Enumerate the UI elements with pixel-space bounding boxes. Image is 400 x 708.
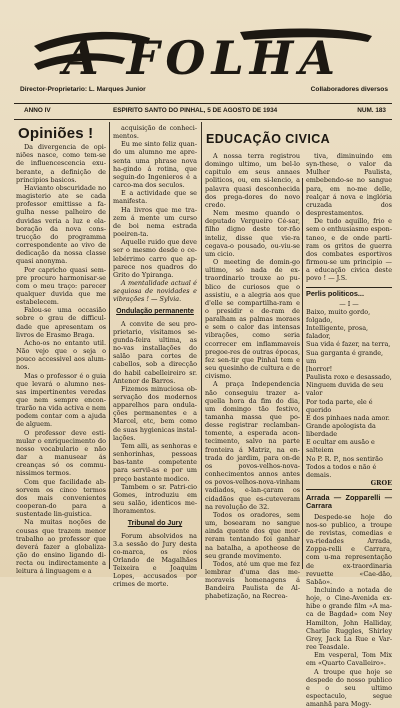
- paragraph: Tem alli, as senhoras e senhorinhas, pessoas bas-tante competente para servil-as e por um preço bastante modico.: [113, 441, 197, 483]
- verse-line: Sua vida é fazer, na terra,: [306, 340, 391, 349]
- column-middle: [113, 124, 197, 589]
- article-title-educacao: EDUCAÇÃO CIVICA: [206, 132, 331, 146]
- paragraph: Fizemos minuciosa ob-servação dos modernos apparelhos para ondula-ções permanentes e a Marcel, etc, bem como de suas hygienicas instal-lações.: [113, 384, 197, 442]
- paragraph: Todos os oradores, sem um, bosearam no sangue ainda quente dos que mor-reram tentando foi ganhar na batalha, a apotheose de seu grande movimento.: [205, 510, 300, 560]
- masthead-logo: [30, 24, 375, 86]
- paragraph: Aquelle ruido que deve ser o mesmo desde o ce-lebérrimo carro que ap-parece nos quadros do Grito do Ypiranga.: [113, 238, 197, 279]
- paragraph: Falou-se uma occasião sobre o grau de difficul-dade que apresentam os livros de Erasmo Braga.: [16, 306, 106, 339]
- paragraph: tiva, diminuindo em syn-these, o valor da Mulher Paulista, embebendo-se no sangue para, em no-me delle, realçar á nova e inglória cruzada dos desprestamentos.: [306, 152, 392, 218]
- perfis-title: Perlis politicos...: [306, 288, 364, 298]
- paragraph: Na muitas noções de cousas que trazem menor trabalho ao professor que deverá fazer a globaliza-ção do ensino ligando di-recta ou indirectamente a leitura á linguagem e a: [16, 518, 106, 576]
- subheading-arrada: Arrada — Zopparelli — Carrara: [306, 493, 392, 511]
- director-line: Director-Proprietario: L. Marques Junior: [20, 86, 146, 93]
- paragraph: O professor deve esti-mular o enriquecimento do nosso vocabulario e não dar a manusear ás creanças só os commu-nissimos termos.: [16, 428, 106, 478]
- article-title-opinioes: Opiniões !: [18, 125, 94, 142]
- column-rule-2: [201, 122, 202, 569]
- paragraph: Todos, até um que me fez lembrar d'uma das me-moraveis homenagens á Bandeira Paulista de Al-phabetização, na Recrea-: [205, 559, 300, 601]
- verse-signature: GROE: [370, 479, 392, 488]
- paragraph: De tudo aquillo, frio e sem o enthusiasmo espon-taneo, e de onde parti-ram os gritos de guerra dos combates esportivos firmou-se um principio — a educação civica deste povo ! — J.S.: [306, 217, 392, 283]
- paragraph: A convite de seu pro-prietario, visitamos se-gunda-feira ultima, as no-vas installações do salão para cortes de cabellos, sob a direcção do habil cabelleireiro sr. Antenor de Barros.: [113, 319, 197, 385]
- subheading-ondulacao: Ondulação permanente: [116, 308, 194, 316]
- paragraph: Tambem o sr. Patri-cio Gomes, introduziu em seu salão, identicos me-lhoramentos.: [113, 482, 197, 516]
- collaborators-line: Collaboradores diversos: [310, 86, 388, 93]
- paragraph: Despede-se hoje do nos-so publico, a troupe de revistas, comedias e va-riedades Arrada, Zoppa-relli e Carrara, com u-ma representação de ex-traordinaria revuette «Cae-dão, Sabão».: [306, 512, 392, 586]
- issue-info: [18, 107, 390, 117]
- paragraph: Por capricho quasi sem-pre procuro harmonisar-se com o meu traço: parecer qualquer duvida que me estabelecem.: [16, 265, 106, 307]
- paragraph: Mas o professor é o guia que levará o alumno nes-sas impertinentes veredas que nem sempre encon-trarão na vida activa e nem podem contar com a ajuda de alguem.: [16, 371, 106, 429]
- rule-bottom: [14, 119, 392, 120]
- issue-year: ANNO IV: [24, 107, 51, 114]
- paragraph: Ha livros que me tra-zem á mente um curso de boi nema estrada poeiren-ta.: [113, 205, 197, 239]
- paragraph: Acho-os no entanto util. Não vejo que o seja o pouco accessivel aos alum-nos.: [16, 338, 106, 372]
- paragraph: Da divergencia de opi-niões nasce, como tem-se de influencescencia exu-berante, a definição de principios basicos.: [16, 143, 106, 184]
- column-educacao: [205, 152, 300, 601]
- perfis-box: [306, 287, 392, 491]
- verse-line: Todos a todos e não é demais.: [306, 462, 377, 479]
- paragraph: Forum absolvidos na 3.a sessão do Jury desta co-marca, os réos Orlando de Magalhães Teixeira e Joaquim Lopes, accusados por crimes de morte.: [113, 531, 197, 589]
- verse-line: No P. R. P., nos sentirão: [306, 454, 383, 463]
- paragraph: Incluindo a notada de hoje, o Cine-Avenida ex-hibe o grande film «A ma-ca de Bagdad» com Ney Hamilton, John Halliday, Charlie Ruggles, Shirley Grey, Jack La Rue e Var-ree Teasdale.: [306, 585, 392, 652]
- perfis-verse: [306, 308, 392, 479]
- verse-line: [horror!: [306, 364, 333, 373]
- paragraph: A troupe que hoje se despede do nosso publico e o seu ultimo espectaculo, segue amanhã para Mogy-: [306, 667, 392, 708]
- paragraph: E a actividade que se manifesta.: [113, 189, 197, 206]
- rule-top: [14, 103, 392, 104]
- paragraph: Nem mesmo quando o deputado Vergueiro Cé-sar, filho digno deste tor-rão inteliz, disse que vie-ra cegava-o pousado, ou-viu-se um cicio.: [205, 209, 300, 258]
- issue-number: NUM. 183: [357, 107, 386, 114]
- column-rule-3: [302, 178, 303, 569]
- paragraph: Havianto obscuridade no magisterio ate se cada professor emittisse a fa-gulha nesse palheiro de duvidas veria a luz e ela-boração da nova cons-trucção do programma correspondente ao vivo de dedicação da nossa classe quasi anonyma.: [16, 183, 106, 266]
- masthead-title: A FOLHA: [63, 31, 341, 85]
- column-rule-1: [109, 122, 110, 569]
- paragraph: A mentalidade actual é sequiosa de novidades e vibrações ! — Sylvia.: [113, 278, 197, 304]
- verse-line: E ocultar em ausão e salteiem: [306, 438, 375, 455]
- column-opinioes: [16, 124, 106, 576]
- paragraph: Eu me sinto feliz quan-do um alumno me apre-senta uma phrase nova ha-gindo á rotina, que seguin-do Ingenieros é a carco-ma dos seculos.: [113, 140, 197, 190]
- paragraph: A praça Independencia não conseguiu trazer a-quella hora da fim do dia, um domingo tão festivo, tamanha massa que po-desse registrar reclamban-tomente, a esperada acon-tecimento, salvo na parte fronteira á Matriz, na en-trada do jardim, para on-de os povos-velhos-nova-conhecimentos annos antes os povos-velhos-nova-vinham vadiados, e-lan-çaram os cidadãos que es-cuteveram na revolução de 32.: [205, 380, 300, 511]
- verse-line: Paulista roxo e desassado,: [306, 373, 392, 382]
- verse-line: Baixo, muito gordo, folgado,: [306, 307, 371, 324]
- paragraph: acquisição de conheci-mentos.: [113, 124, 197, 141]
- issue-date-place: ESPIRITO SANTO DO PINHAL, 5 DE AGOSTO DE 1934: [113, 107, 278, 114]
- masthead: [30, 24, 375, 86]
- verse-line: Grande apologista da liberdade: [306, 422, 376, 439]
- paragraph: Em vesperal, Tom Mix em «Quarto Cavalleiro».: [306, 651, 392, 668]
- paragraph: O meeting de domin-go ultimo, só nada de ex-traordinario trouxe ao pu-blico de curiosos que o assistiu, e a alegria aos que d'elle se compartilha-ram e o presidir e de-ram de paralham as palmas moraes e sem o calor das intensas vibrações, como seria ccorrecer em inflammaveis pregoe-res de outras épocas, fez sen-tir que Pinhal tem e seu quesinho de cultura e de civismo.: [205, 258, 300, 381]
- verse-line: Ninguem duvida de seu valor: [306, 381, 384, 398]
- column-right: [306, 152, 392, 708]
- subheading-tribunal: Tribunal do Jury: [127, 520, 183, 528]
- verse-line: Por toda parte, ele é querido: [306, 397, 373, 414]
- verse-line: Intelligente, prosa, falador,: [306, 324, 369, 341]
- verse-line: Sua garganta é grande, um: [306, 348, 384, 365]
- paragraph: A nossa terra registrou domingo ultimo, um bel-lo capitulo em seus annaes politicos, ou, em si-lencio, a palavra quasi desconhecida dos prega-dores do novo credo.: [205, 152, 300, 209]
- verse-line: E dos pinhaes nada amor.: [306, 413, 390, 422]
- paragraph: Com que facilidade ab-sorvem os cinco termos dos mais convenientes cooperan-do para a sustentade lin-guistica.: [16, 477, 106, 519]
- perfis-numeral: — I —: [339, 299, 359, 308]
